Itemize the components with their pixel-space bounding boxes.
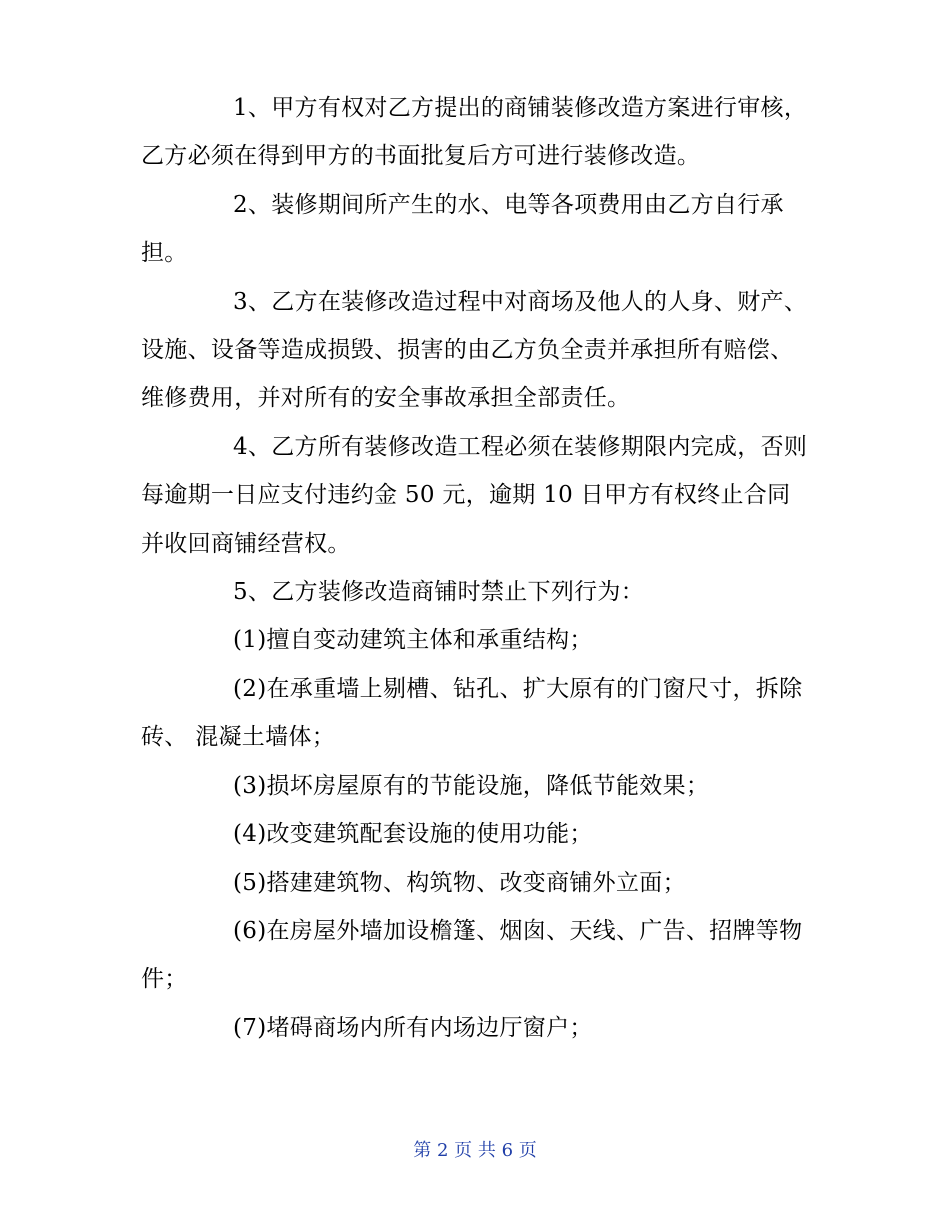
clause-text: 乙方所有装修改造工程必须在装修期限内完成，否则每逾期一日应支付违约金 50 元，逾期 10 日甲方有权终止合同并收回商铺经营权。: [141, 433, 808, 557]
sub-item-text: 堵碍商场内所有内场边厅窗户；: [266, 1014, 593, 1041]
clause-4: [141, 423, 811, 568]
sub-item-5: [141, 859, 811, 907]
sub-item-6: [141, 907, 811, 1004]
clause-number: 5、: [233, 579, 272, 606]
clause-number: 3、: [233, 288, 272, 315]
clause-text: 乙方在装修改造过程中对商场及他人的人身、财产、设施、设备等造成损毁、损害的由乙方负全责并承担所有赔偿、维修费用，并对所有的安全事故承担全部责任。: [141, 288, 808, 412]
clause-1: [141, 84, 811, 181]
clause-3: [141, 278, 811, 423]
clause-number: 1、: [233, 95, 272, 121]
clause-number: 4、: [233, 433, 272, 460]
sub-item-number: (4): [233, 821, 267, 848]
clause-text: 装修期间所产生的水、电等各项费用由乙方自行承担。: [141, 191, 784, 267]
page-number-label: 第 2 页 共 6 页: [413, 1140, 537, 1161]
sub-item-text: 在承重墙上剔槽、钻孔、扩大原有的门窗尺寸，拆除砖、 混凝土墙体；: [141, 675, 803, 751]
sub-item-number: (5): [233, 869, 267, 896]
sub-item-number: (6): [233, 917, 267, 944]
clause-2: [141, 181, 811, 278]
sub-item-number: (2): [233, 675, 267, 702]
clause-number: 2、: [233, 191, 272, 218]
sub-item-3: [141, 762, 811, 810]
sub-item-number: (7): [233, 1014, 267, 1041]
sub-item-text: 在房屋外墙加设檐篷、烟囱、天线、广告、招牌等物件；: [141, 917, 803, 993]
sub-item-4: [141, 810, 811, 858]
clause-text: 甲方有权对乙方提出的商铺装修改造方案进行审核，乙方必须在得到甲方的书面批复后方可进行装修改造。: [141, 95, 808, 170]
sub-item-7: [141, 1004, 811, 1052]
sub-item-text: 搭建建筑物、构筑物、改变商铺外立面；: [266, 869, 686, 896]
page-footer: [0, 1136, 950, 1162]
sub-item-text: 损坏房屋原有的节能设施，降低节能效果；: [266, 772, 710, 799]
document-body: [141, 84, 811, 1052]
sub-item-1: [141, 616, 811, 664]
sub-item-2: [141, 665, 811, 762]
clause-text: 乙方装修改造商铺时禁止下列行为：: [271, 579, 645, 606]
sub-item-text: 擅自变动建筑主体和承重结构；: [266, 627, 593, 654]
sub-item-text: 改变建筑配套设施的使用功能；: [266, 821, 593, 848]
sub-item-number: (3): [233, 772, 267, 799]
sub-item-number: (1): [233, 627, 267, 654]
clause-5: [141, 568, 811, 616]
